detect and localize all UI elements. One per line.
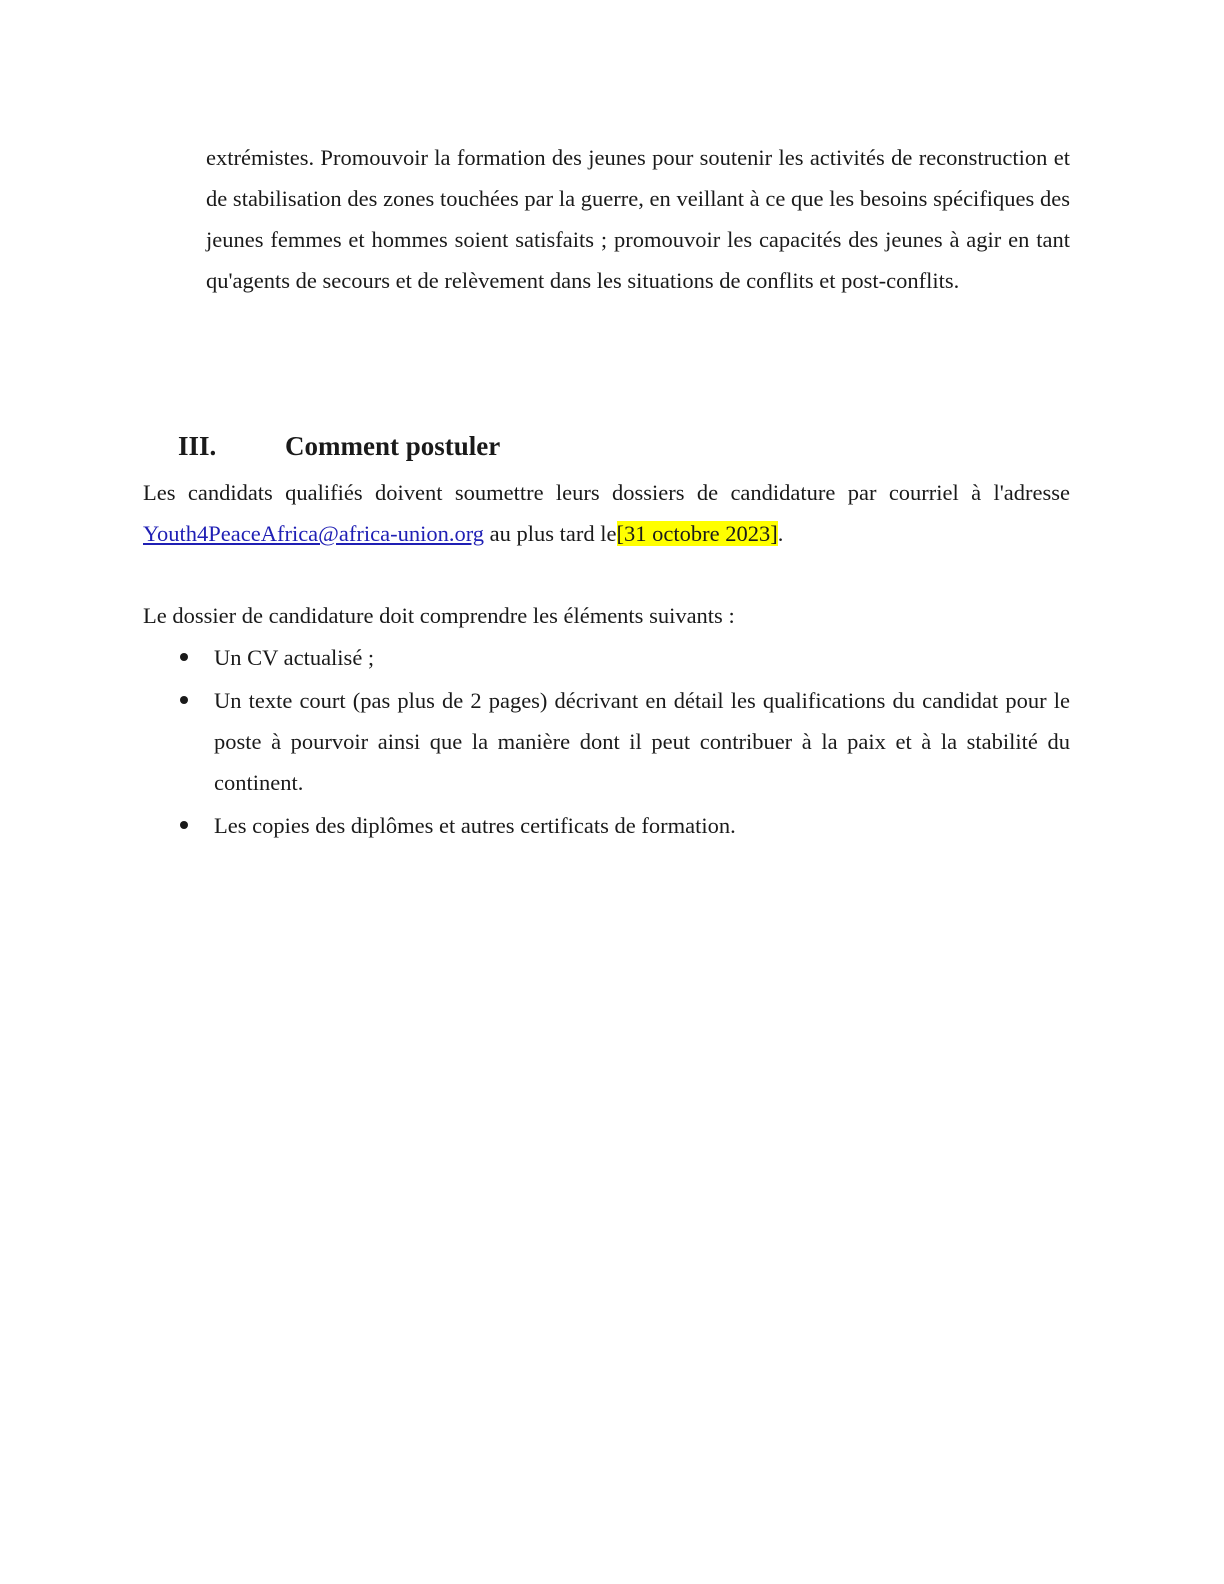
email-link[interactable]: Youth4PeaceAfrica@africa-union.org: [143, 521, 485, 546]
list-item: [143, 805, 1070, 846]
section-number: III.: [178, 431, 217, 461]
application-text: Les candidats qualifiés doivent soumettre leurs dossiers de candidature par courriel à l'adresse: [143, 480, 1070, 505]
section-heading: [178, 428, 500, 464]
bullet-icon: [180, 696, 188, 704]
application-paragraph: [143, 472, 1070, 554]
bullet-icon: [180, 653, 188, 661]
list-item-text: Les copies des diplômes et autres certificats de formation.: [214, 813, 736, 838]
intro-paragraph: extrémistes. Promouvoir la formation des jeunes pour soutenir les activités de reconstruction et de stabilisation des zones touchées par la guerre, en veillant à ce que les besoins spécifiques des jeunes femmes et hommes soient satisfaits ; promouvoir les capacités des jeunes à agir en tant qu'agents de secours et de relèvement dans les situations de conflits et post-conflits.: [206, 145, 1070, 293]
list-item: [143, 680, 1070, 803]
bullet-icon: [180, 821, 188, 829]
list-item-text: Un texte court (pas plus de 2 pages) décrivant en détail les qualifications du candidat pour le poste à pourvoir ainsi que la manière dont il peut contribuer à la paix et à la stabilité du continent.: [214, 688, 1070, 795]
list-item-text: Un CV actualisé ;: [214, 645, 375, 670]
application-text-after-email: au plus tard le: [484, 521, 617, 546]
deadline-highlight: [31 octobre 2023]: [616, 521, 778, 546]
section-title: Comment postuler: [285, 431, 501, 461]
list-item: [143, 637, 1070, 678]
requirements-list: [143, 637, 1070, 848]
end-punctuation: .: [777, 521, 784, 546]
requirements-intro: Le dossier de candidature doit comprendre les éléments suivants :: [143, 603, 735, 628]
